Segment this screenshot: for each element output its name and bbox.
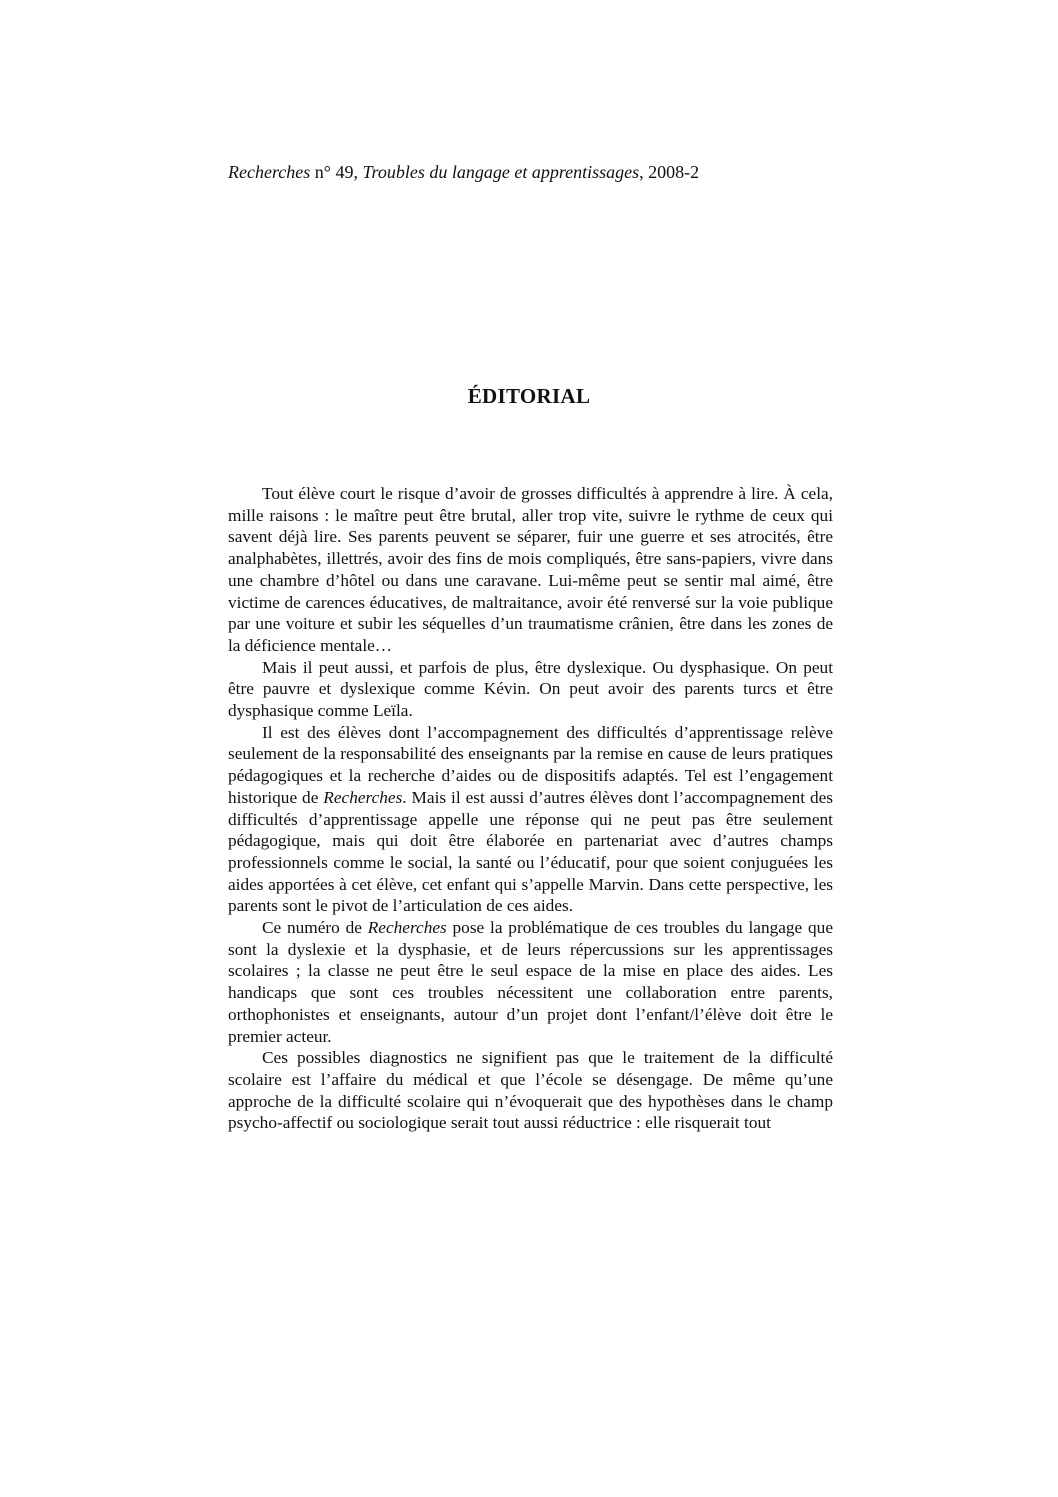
running-header (228, 160, 699, 184)
paragraph-5: Ces possibles diagnostics ne signifient pas que le traitement de la difficulté scolaire est l’affaire du médical et que l’école se désengage. De même qu’une approche de la difficulté scolaire qui n’évoquerait que des hypothèses dans le champ psycho-affectif ou sociologique serait tout aussi réductrice : elle risquerait tout (228, 1048, 833, 1133)
paragraph-1: Tout élève court le risque d’avoir de grosses difficultés à apprendre à lire. À cela, mille raisons : le maître peut être brutal, aller trop vite, suivre le rythme de ceux qui savent déjà lire. Ses parents peuvent se séparer, fuir une guerre et ses atrocités, être analphabètes, illettrés, avoir des fins de mois compliqués, être sans-papiers, vivre dans une chambre d’hôtel ou dans une caravane. Lui-même peut se sentir mal aimé, être victime de carences éducatives, de maltraitance, avoir été renversé sur la voie publique par une voiture et subir les séquelles d’un traumatisme crânien, être dans les zones de la déficience mentale… (228, 484, 833, 655)
article-body (228, 483, 833, 1134)
issue-title: Troubles du langage et apprentissages (362, 162, 640, 182)
paragraph-4: Ce numéro de Recherches pose la problématique de ces troubles du langage que sont la dyslexie et la dysphasie, et de leurs répercussions sur les apprentissages scolaires ; la classe ne peut être le seul espace de la mise en place des aides. Les handicaps que sont ces troubles nécessitent une collaboration entre parents, orthophonistes et enseignants, autour d’un projet dont l’enfant/l’élève doit être le premier acteur. (228, 918, 833, 1046)
journal-name-inline: Recherches (323, 787, 403, 807)
paragraph-2: Mais il peut aussi, et parfois de plus, être dyslexique. Ou dysphasique. On peut être pauvre et dyslexique comme Kévin. On peut avoir des parents turcs et être dysphasique comme Leïla. (228, 657, 833, 721)
journal-name: Recherches (228, 162, 311, 182)
journal-name-inline: Recherches (367, 918, 447, 938)
issue-number: n° 49, (310, 162, 363, 182)
issue-year: , 2008-2 (639, 162, 700, 182)
page-title: ÉDITORIAL (467, 384, 591, 408)
paragraph-3: Il est des élèves dont l’accompagnement des difficultés d’apprentissage relève seulement de la responsabilité des enseignants par la remise en cause de leurs pratiques pédagogiques et la recherche d’aides ou de dispositifs adaptés. Tel est l’engagement historique de Recherches. Mais il est aussi d’autres élèves dont l’accompagnement des difficultés d’apprentissage appelle une réponse qui ne peut pas être seulement pédagogique, mais qui doit être élaborée en partenariat avec d’autres champs professionnels comme le social, la santé ou l’éducatif, pour que soient conjuguées les aides apportées à cet élève, cet enfant qui s’appelle Marvin. Dans cette perspective, les parents sont le pivot de l’articulation de ces aides. (228, 722, 833, 916)
